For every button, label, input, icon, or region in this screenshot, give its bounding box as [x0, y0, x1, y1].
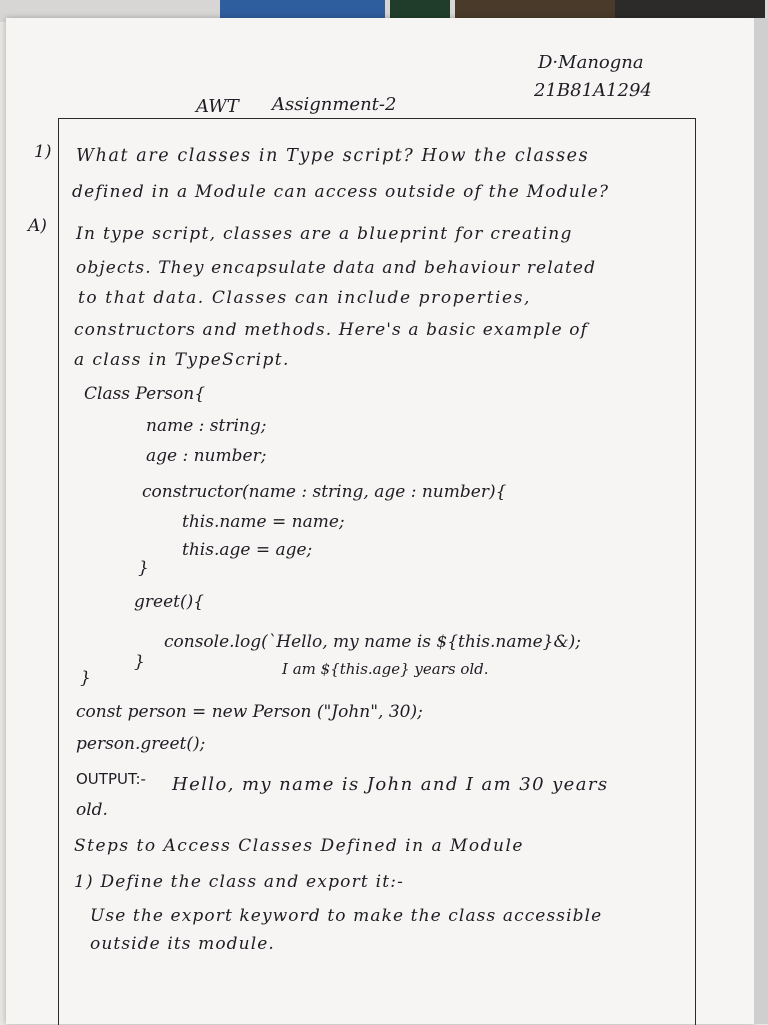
step1-line: outside its module. — [90, 934, 275, 954]
code-line: this.age = age; — [182, 540, 313, 560]
output-label: OUTPUT:- — [76, 770, 146, 788]
answer-marker: A) — [28, 216, 47, 236]
step1-line: Use the export keyword to make the class accessible — [90, 906, 603, 926]
code-line: } — [80, 668, 91, 688]
question-line: defined in a Module can access outside of the Module? — [72, 182, 610, 202]
subject-title: AWT — [196, 96, 239, 117]
student-name: D·Manogna — [538, 52, 644, 73]
output-text-cont: old. — [76, 800, 108, 820]
answer-line: constructors and methods. Here's a basic example of — [74, 320, 588, 340]
step1-title: 1) Define the class and export it:- — [74, 872, 405, 892]
code-line: console.log(`Hello, my name is ${this.name}&); — [164, 632, 581, 652]
code-line: age : number; — [146, 446, 267, 466]
question-number: 1) — [34, 142, 52, 162]
output-text: Hello, my name is John and I am 30 years — [172, 774, 609, 795]
code-line: } — [134, 652, 145, 672]
code-line: } — [138, 558, 149, 578]
answer-line: In type script, classes are a blueprint for creating — [76, 224, 573, 244]
code-line: greet(){ — [134, 592, 205, 612]
answer-line: to that data. Classes can include properties, — [78, 288, 532, 308]
answer-line: a class in TypeScript. — [74, 350, 290, 370]
code-line: constructor(name : string, age : number){ — [142, 482, 507, 502]
code-line: Class Person{ — [84, 384, 206, 404]
steps-heading: Steps to Access Classes Defined in a Module — [74, 836, 524, 856]
code-line: I am ${this.age} years old. — [282, 660, 489, 678]
code-line: this.name = name; — [182, 512, 345, 532]
roll-number: 21B81A1294 — [534, 80, 652, 101]
code-line: person.greet(); — [76, 734, 206, 754]
question-line: What are classes in Type script? How the classes — [76, 146, 590, 166]
code-line: const person = new Person ("John", 30); — [76, 702, 423, 722]
page-edge — [754, 18, 768, 1024]
code-line: name : string; — [146, 416, 267, 436]
assignment-title: Assignment-2 — [272, 94, 397, 115]
answer-line: objects. They encapsulate data and behaviour related — [76, 258, 597, 278]
